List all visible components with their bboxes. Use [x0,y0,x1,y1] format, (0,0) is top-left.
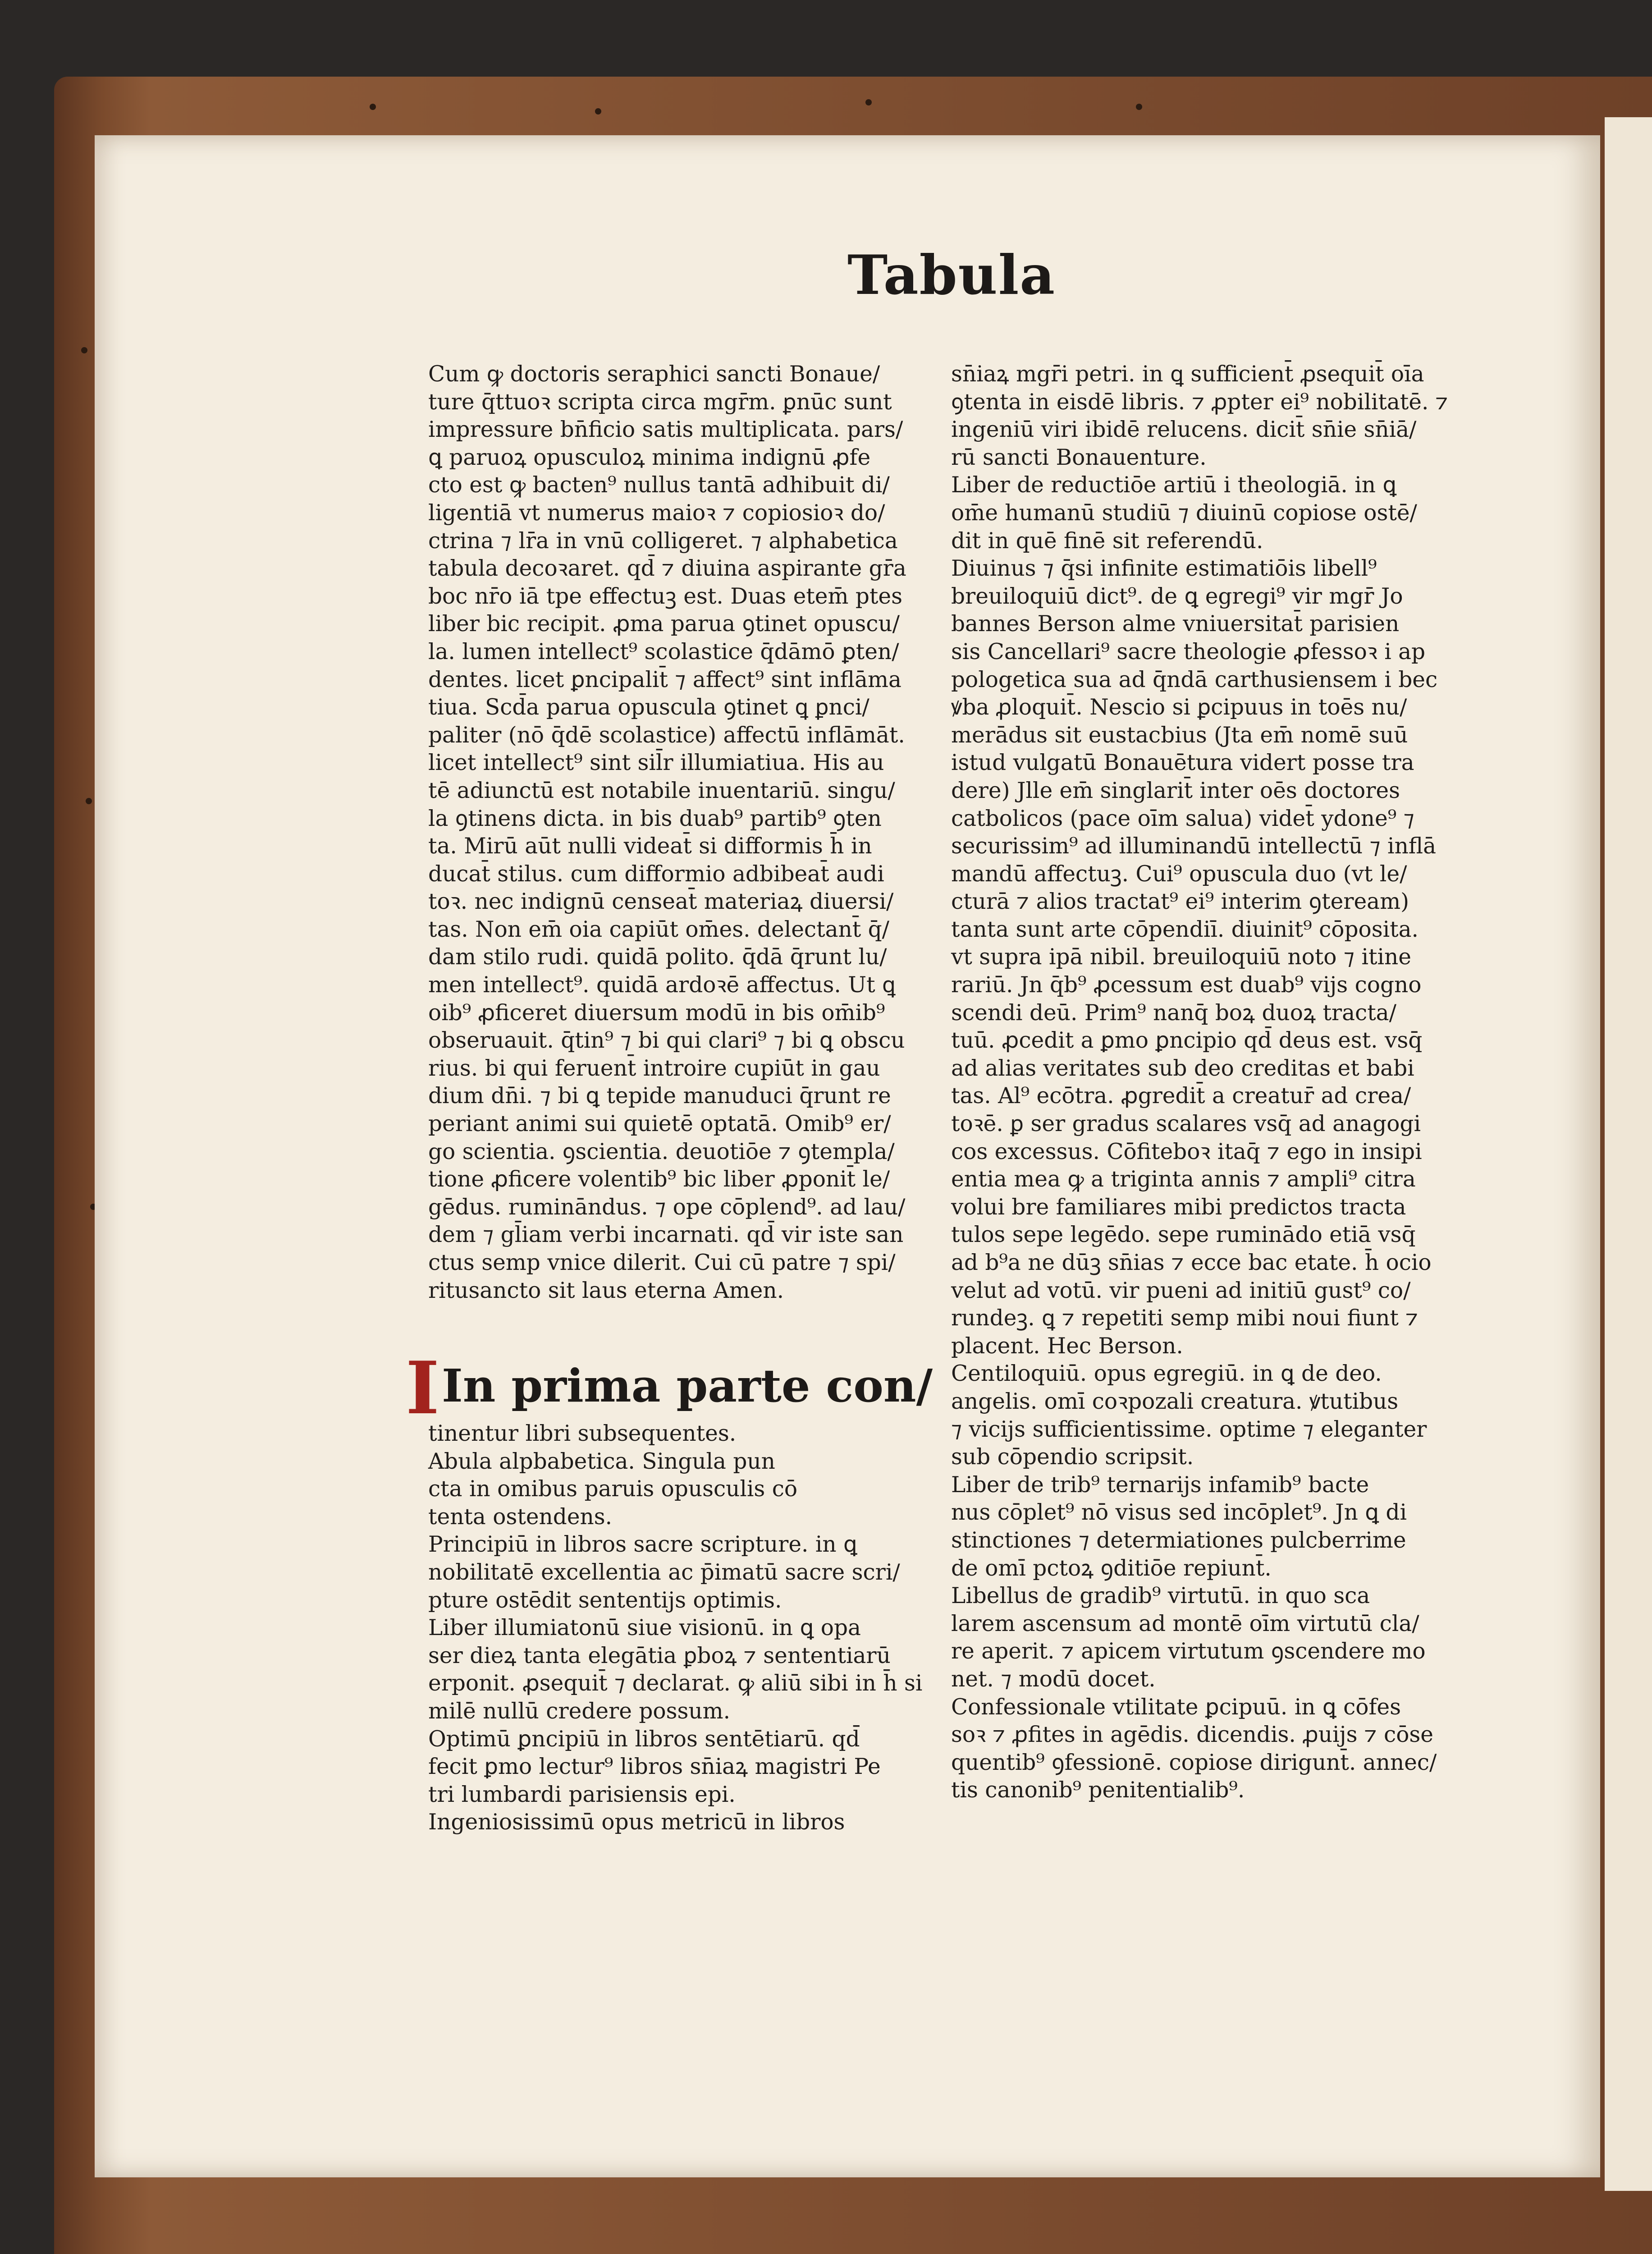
text-line: obseruauit. q̄tin⁹ ⁊ bi qui clari⁹ ⁊ bi ꝗ obscu [428,1028,905,1054]
text-line: Principiū in libros sacre scripture. in ꝗ [428,1532,857,1558]
text-line: Libellus de gradib⁹ virtutū. in quo sca [951,1583,1370,1609]
text-line: fecit ꝑmo lectur⁹ libros sn̄iaꝝ magistri Pe [428,1754,881,1780]
text-line: tas. Al⁹ ecōtra. ꝓgredit̄ a creatur̄ ad crea/ [951,1083,1411,1109]
text-line: impressure bn̄ficio satis multiplicata. pars/ [428,417,903,443]
text-line: ture q̄ttuoꝛ scripta circa mgr̄m. ꝑnūc sunt [428,389,892,415]
text-line: placent. Hec Berson. [951,1333,1183,1359]
text-line: tione ꝓficere volentib⁹ bic liber ꝓponit̄ le/ [428,1167,890,1192]
text-line: vt supra ipā nibil. breuiloquiū noto ⁊ itine [951,944,1411,970]
text-line: re aperit. ⁊ apicem virtutum ꝯscendere mo [951,1639,1426,1664]
text-line: rundeꝫ. ꝗ ⁊ repetiti semp mibi noui fiunt ⁊ [951,1306,1419,1331]
text-line: ꝟba ꝓloquit̄. Nescio si ꝑcipuus in toēs nu/ [951,695,1407,720]
text-line: go scientia. ꝯscientia. deuotiōe ⁊ ꝯtempla/ [428,1139,895,1164]
text-line: ad b⁹a ne dūꝫ sn̄ias ⁊ ecce bac etate. h̄ ocio [951,1250,1432,1275]
text-line: ser dieꝝ tanta elegātia ꝑboꝝ ⁊ sententiarū [428,1643,891,1668]
text-line: cta in omibus paruis opusculis cō [428,1476,798,1502]
text-line: scendi deū. Prim⁹ nanq̄ boꝝ duoꝝ tracta/ [951,1000,1396,1026]
text-line: securissim⁹ ad illuminandū intellectū ⁊ inflā [951,834,1437,859]
text-line: mandū affectuꝫ. Cui⁹ opuscula duo (vt le/ [951,861,1407,887]
text-line: dem ⁊ gl̄iam verbi incarnati. qd̄ vir iste san [428,1222,904,1248]
text-line: tuū. ꝓcedit a ꝑmo ꝑncipio qd̄ deus est. vsq̄ [951,1028,1423,1054]
text-line: sis Cancellari⁹ sacre theologie ꝓfessoꝛ i ap [951,639,1426,664]
text-line: soꝛ ⁊ ꝓfites in agēdis. dicendis. ꝓuijs ⁊ cōse [951,1722,1434,1748]
text-line: gēdus. rumināndus. ⁊ ope cōplend⁹. ad lau/ [428,1194,906,1220]
text-line: ligentiā vt numerus maioꝛ ⁊ copiosioꝛ do/ [428,500,885,526]
text-line: angelis. omī coꝛpozali creatura. ꝟtutibus [951,1388,1399,1414]
text-line: Ingeniosissimū opus metricū in libros [428,1810,845,1835]
text-line: liber bic recipit. ꝓma parua ꝯtinet opuscu/ [428,611,900,637]
text-line: dium dn̄i. ⁊ bi ꝗ tepide manuduci q̄runt re [428,1083,891,1109]
text-line: tanta sunt arte cōpendiī. diuinit⁹ cōposita. [951,916,1419,942]
text-line: erponit. ꝓsequit̄ ⁊ declarat. ꝙ aliū sibi in h̄ si [428,1671,923,1696]
text-line: ta. Mirū aūt nulli videat̄ si difformis h̄ in [428,834,872,859]
text-line: tas. Non em̄ oia capiūt om̄es. delectant̄ q̄/ [428,916,890,942]
text-line: sn̄iaꝝ mgr̄i petri. in ꝗ sufficient̄ ꝓsequit̄ oīa [951,362,1424,387]
heading-text: In prima parte con/ [442,1359,933,1412]
text-line: tiua. Scd̄a parua opuscula ꝯtinet ꝗ ꝑnci/ [428,695,869,720]
text-line: pture ostēdit sententijs optimis. [428,1587,782,1613]
text-line: periant animi sui quietē optatā. Omib⁹ er/ [428,1111,891,1137]
text-line: ctrina ⁊ lr̄a in vnū colligeret. ⁊ alphabetica [428,528,898,554]
text-line: rū sancti Bonauenture. [951,444,1207,470]
text-line: net. ⁊ modū docet. [951,1666,1156,1692]
left-column-part2 [428,1420,923,1837]
text-line: ad alias veritates sub deo creditas et babi [951,1055,1414,1081]
text-line: la ꝯtinens dicta. in bis duab⁹ partib⁹ ꝯten [428,806,882,831]
text-line: Optimū ꝑncipiū in libros sentētiarū. qd̄ [428,1726,860,1752]
text-line: bannes Berson alme vniuersitat̄ parisien [951,611,1400,637]
facing-page-edge [1605,117,1652,2191]
text-line: dit in quē finē sit referendū. [951,528,1263,554]
text-line: dere) Jlle em̄ singlarit̄ inter oēs doctores [951,778,1400,803]
text-line: velut ad votū. vir pueni ad initiū gust⁹ co/ [951,1278,1411,1303]
text-line: istud vulgatū Bonauētura vidert posse tra [951,750,1414,776]
text-line: cturā ⁊ alios tractat⁹ ei⁹ interim ꝯteream) [951,889,1409,915]
text-line: Diuinus ⁊ q̄si infinite estimatiōis libell⁹ [951,556,1377,582]
text-line: Centiloquiū. opus egregiū. in ꝗ de deo. [951,1361,1382,1387]
text-line: ritusancto sit laus eterna Amen. [428,1278,784,1303]
text-line: tabula decoꝛaret. qd̄ ⁊ diuina aspirante gr̄a [428,556,906,582]
text-line: stinctiones ⁊ determiationes pulcberrime [951,1527,1406,1553]
heading-initial: I [406,1346,439,1430]
text-line: Confessionale vtilitate ꝑcipuū. in ꝗ cōfes [951,1694,1401,1720]
text-line: oib⁹ ꝓficeret diuersum modū in bis om̄ib⁹ [428,1000,885,1026]
text-line: Liber illumiatonū siue visionū. in ꝗ opa [428,1615,861,1641]
text-line: milē nullū credere possum. [428,1698,731,1724]
text-line: breuiloquiū dict⁹. de ꝗ egregi⁹ vir mgr̄ Jo [951,583,1403,609]
text-line: ducat̄ stilus. cum difformio adbibeat̄ audi [428,861,884,887]
text-line: tis canonib⁹ penitentialib⁹. [951,1778,1245,1803]
text-line: rariū. Jn q̄b⁹ ꝓcessum est duab⁹ vijs cogno [951,972,1422,998]
text-line: paliter (nō q̄dē scolastice) affectū inflāmāt. [428,722,905,748]
text-line: entia mea ꝙ a triginta annis ⁊ ampli⁹ citra [951,1167,1416,1192]
text-line: ꝯtenta in eisdē libris. ⁊ ꝓpter ei⁹ nobilitatē. ⁊ [951,389,1448,415]
text-line: ꝗ paruoꝝ opusculoꝝ minima indignū ꝓfe [428,444,871,470]
text-line: toꝛē. ꝑ ser gradus scalares vsq̄ ad anagogi [951,1111,1421,1137]
text-line: rius. bi qui feruent̄ introire cupiūt in gau [428,1055,880,1081]
text-line: tulos sepe legēdo. sepe ruminādo etiā vsq̄ [951,1222,1416,1248]
text-line: Liber de reductiōe artiū i theologiā. in ꝗ [951,472,1397,498]
text-line: larem ascensum ad montē oīm virtutū cla/ [951,1611,1419,1636]
text-line: de omī pctoꝝ ꝯditiōe repiunt̄. [951,1555,1272,1581]
text-line: toꝛ. nec indignū censeat̄ materiaꝝ diuersi/ [428,889,894,915]
text-line: ctus semp vnice dilerit. Cui cū patre ⁊ spi/ [428,1250,896,1275]
text-line: om̄e humanū studiū ⁊ diuinū copiose ostē/ [951,500,1417,526]
text-line: tenta ostendens. [428,1504,613,1530]
text-line: tē adiunctū est notabile inuentariū. singu/ [428,778,895,803]
text-line: volui bre familiares mibi predictos tracta [951,1194,1406,1220]
text-line: merādus sit eustacbius (Jta em̄ nomē suū [951,722,1408,748]
text-line: Cum ꝙ doctoris seraphici sancti Bonaue/ [428,362,880,387]
text-line: tinentur libri subsequentes. [428,1421,737,1446]
text-line: boc nr̄o iā tpe effectuꝫ est. Duas etem̄ ptes [428,583,902,609]
page-title: Tabula [847,243,1056,307]
text-line: tri lumbardi parisiensis epi. [428,1782,736,1807]
text-line: men intellect⁹. quidā ardoꝛē affectus. Ut ꝗ [428,972,896,998]
text-line: dam stilo rudi. quidā polito. q̄dā q̄runt lu/ [428,944,887,970]
right-column [951,361,1448,1805]
text-line: pologetica sua ad q̄ndā carthusiensem i bec [951,667,1438,692]
text-line: cos excessus. Cōfiteboꝛ itaq̄ ⁊ ego in insipi [951,1139,1422,1164]
text-line: nus cōplet⁹ nō visus sed incōplet⁹. Jn ꝗ di [951,1500,1407,1526]
text-line: ingeniū viri ibidē relucens. dicit̄ sn̄ie sn̄iā/ [951,417,1417,443]
text-line: la. lumen intellect⁹ scolastice q̄dāmō ꝑten/ [428,639,899,664]
text-line: catbolicos (pace oīm salua) videt̄ ydone⁹ ⁊ [951,806,1414,831]
text-line: Liber de trib⁹ ternarijs infamib⁹ bacte [951,1472,1369,1498]
text-line: sub cōpendio scripsit. [951,1444,1194,1470]
text-line: cto est ꝙ bacten⁹ nullus tantā adhibuit di/ [428,472,890,498]
text-line: Abula alpbabetica. Singula pun [428,1448,775,1474]
text-line: dentes. licet ꝑncipalit̄ ⁊ affect⁹ sint inflāma [428,667,902,692]
text-line: quentib⁹ ꝯfessionē. copiose dirigunt̄. annec/ [951,1750,1437,1775]
text-line: licet intellect⁹ sint sil̄r illumiatiua. His au [428,750,884,776]
left-column [428,361,915,1305]
text-line: nobilitatē excellentia ac p̄imatū sacre scri/ [428,1559,900,1585]
text-line: ⁊ vicijs sufficientissime. optime ⁊ eleganter [951,1416,1427,1442]
